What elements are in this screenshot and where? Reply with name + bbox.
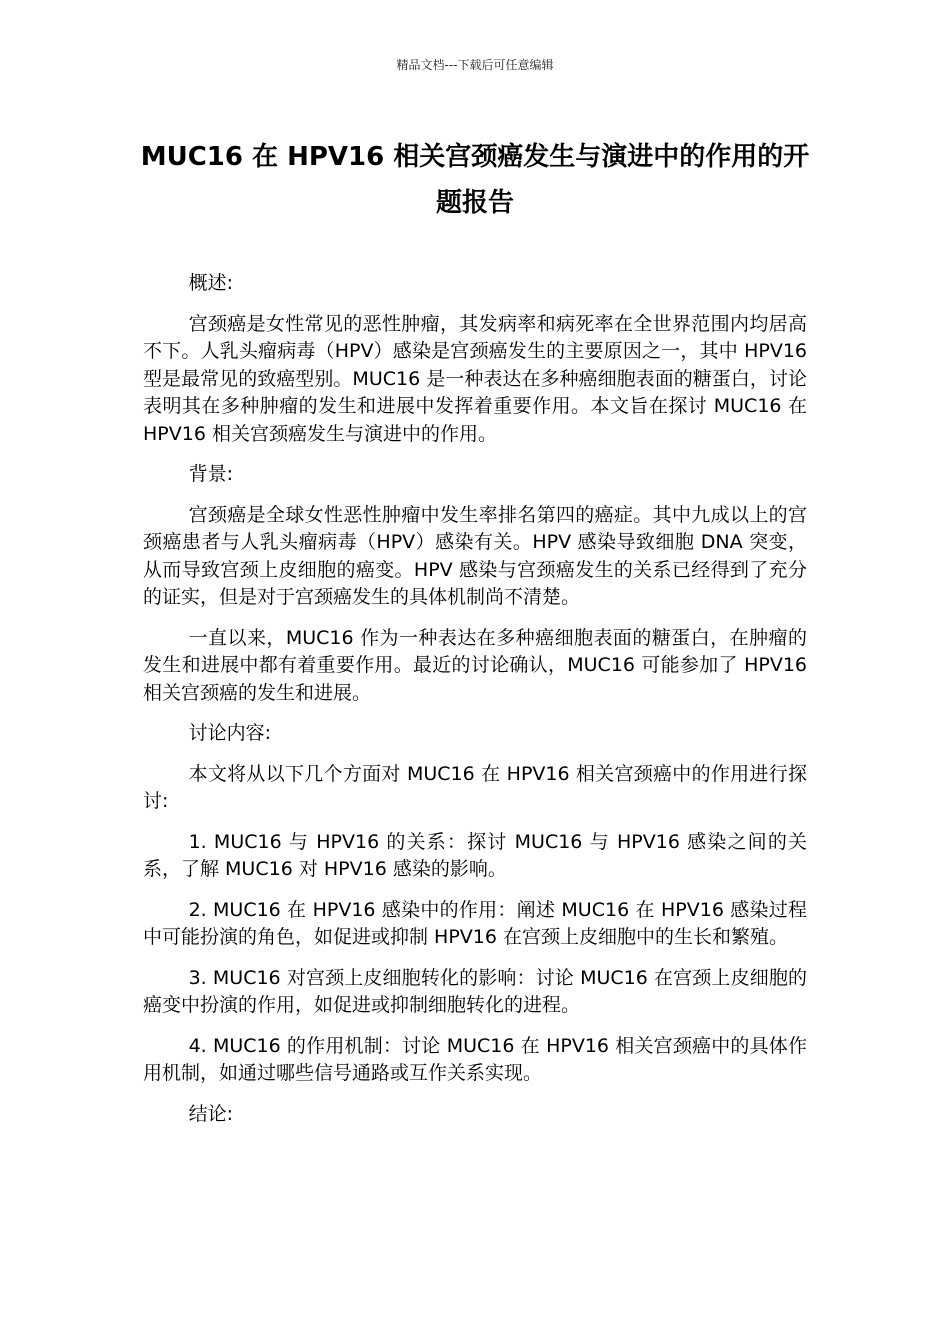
background-paragraph-1: 宫颈癌是全球女性恶性肿瘤中发生率排名第四的癌症。其中九成以上的宫颈癌患者与人乳头瘤病毒（HPV）感染有关。HPV 感染导致细胞 DNA 突变，从而导致宫颈上皮细胞的癌变。HPV 感染与宫颈癌发生的关系已经得到了充分的证实，但是对于宫颈癌发生的具体机制尚不清楚。 [143,503,807,608]
discussion-item-3: 3. MUC16 对宫颈上皮细胞转化的影响：讨论 MUC16 在宫颈上皮细胞的癌变中扮演的作用，如促进或抑制细胞转化的进程。 [143,966,807,1016]
background-paragraph-2: 一直以来，MUC16 作为一种表达在多种癌细胞表面的糖蛋白，在肿瘤的发生和进展中都有着重要作用。最近的讨论确认，MUC16 可能参加了 HPV16 相关宫颈癌的发生和进展。 [143,626,807,704]
document-title: MUC16 在 HPV16 相关宫颈癌发生与演进中的作用的开题报告 [140,142,810,218]
document-body [143,270,807,1141]
overview-heading: 概述: [188,272,233,294]
discussion-item-2: 2. MUC16 在 HPV16 感染中的作用：阐述 MUC16 在 HPV16 感染过程中可能扮演的角色，如促进或抑制 HPV16 在宫颈上皮细胞中的生长和繁殖。 [143,898,807,948]
discussion-heading: 讨论内容: [188,722,271,744]
header-note: 精品文档---下载后可任意编辑 [396,58,554,72]
discussion-item-4: 4. MUC16 的作用机制：讨论 MUC16 在 HPV16 相关宫颈癌中的具体作用机制，如通过哪些信号通路或互作关系实现。 [143,1034,807,1084]
overview-paragraph: 宫颈癌是女性常见的恶性肿瘤，其发病率和病死率在全世界范围内均居高不下。人乳头瘤病毒（HPV）感染是宫颈癌发生的主要原因之一，其中 HPV16 型是最常见的致癌型别。MUC16 是一种表达在多种癌细胞表面的糖蛋白，讨论表明其在多种肿瘤的发生和进展中发挥着重要作用。本文旨在探讨 MUC16 在 HPV16 相关宫颈癌发生与演进中的作用。 [143,312,807,445]
discussion-intro: 本文将从以下几个方面对 MUC16 在 HPV16 相关宫颈癌中的作用进行探讨: [143,762,807,812]
conclusion-heading: 结论: [188,1102,233,1125]
discussion-item-1: 1. MUC16 与 HPV16 的关系：探讨 MUC16 与 HPV16 感染之间的关系，了解 MUC16 对 HPV16 感染的影响。 [143,830,807,880]
background-heading: 背景: [188,463,233,485]
